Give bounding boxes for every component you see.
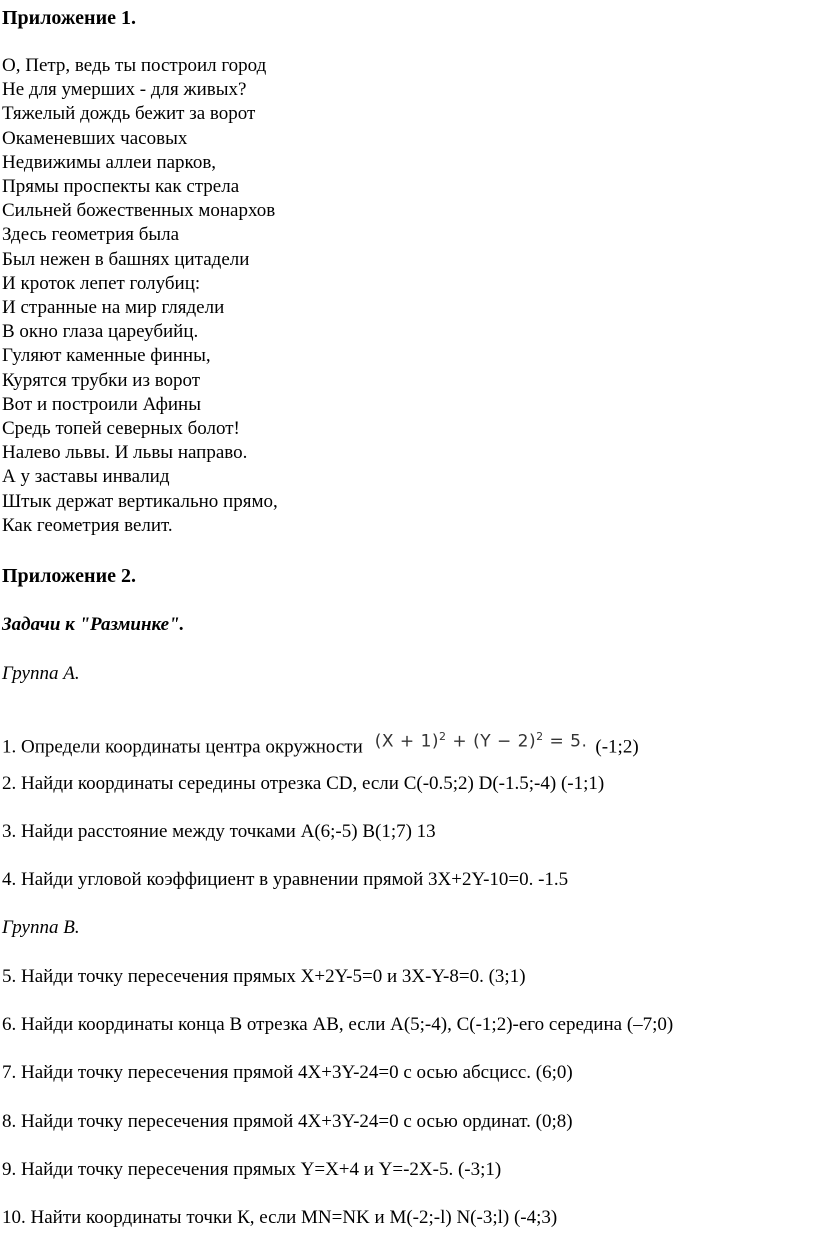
- formula-exponent: 2: [536, 730, 544, 743]
- poem-line: Был нежен в башнях цитадели: [2, 248, 250, 270]
- appendix-1-title: Приложение 1.: [2, 7, 136, 29]
- task-6: 6. Найди координаты конца В отрезка АВ, если А(5;-4), С(-1;2)-его середина (–7;0): [2, 1014, 674, 1035]
- poem-line: Налево львы. И львы направо.: [2, 442, 248, 464]
- poem-line: Прямы проспекты как стрела: [2, 176, 240, 198]
- poem: [2, 54, 278, 538]
- task-4: 4. Найди угловой коэффициент в уравнении прямой 3X+2Y-10=0. -1.5: [2, 869, 569, 890]
- task-2: 2. Найди координаты середины отрезка CD, если C(-0.5;2) D(-1.5;-4) (-1;1): [2, 773, 605, 794]
- poem-line: И кроток лепет голубиц:: [2, 272, 201, 294]
- formula-exponent: 2: [439, 730, 447, 743]
- group-a-label: Группа А.: [2, 663, 80, 684]
- circle-equation-formula: [375, 725, 588, 754]
- poem-line: Окаменевших часовых: [2, 127, 188, 149]
- poem-line: Штык держат вертикально прямо,: [2, 490, 278, 512]
- task-1-text: 1. Определи координаты центра окружности: [2, 736, 363, 758]
- poem-line: И странные на мир глядели: [2, 297, 225, 319]
- poem-line: Вот и построили Афины: [2, 393, 201, 415]
- task-10: 10. Найти координаты точки К, если MN=NK и M(-2;-l) N(-3;l) (-4;3): [2, 1207, 558, 1228]
- poem-line: Как геометрия велит.: [2, 514, 173, 536]
- poem-line: Здесь геометрия была: [2, 224, 180, 246]
- poem-line: Сильней божественных монархов: [2, 200, 276, 222]
- poem-line: О, Петр, ведь ты построил город: [2, 55, 267, 76]
- poem-line: Средь топей северных болот!: [2, 418, 240, 440]
- poem-line: Гуляют каменные финны,: [2, 345, 211, 367]
- task-1: [2, 725, 639, 760]
- task-5: 5. Найди точку пересечения прямых Х+2Y-5=0 и 3Х-Y-8=0. (3;1): [2, 966, 526, 987]
- task-7: 7. Найди точку пересечения прямой 4Х+3Y-24=0 с осью абсцисс. (6;0): [2, 1062, 573, 1083]
- poem-line: Не для умерших - для живых?: [2, 79, 247, 101]
- poem-line: Тяжелый дождь бежит за ворот: [2, 103, 256, 125]
- warmup-subtitle: Задачи к "Разминке".: [2, 614, 185, 635]
- poem-line: Недвижимы аллеи парков,: [2, 151, 217, 173]
- appendix-2-title: Приложение 2.: [2, 565, 136, 587]
- poem-line: В окно глаза цареубийц.: [2, 321, 199, 343]
- task-1-answer: (-1;2): [595, 736, 639, 758]
- formula-part: = 5.: [543, 731, 588, 752]
- task-9: 9. Найди точку пересечения прямых Y=X+4 и Y=-2X-5. (-3;1): [2, 1159, 502, 1180]
- formula-part: + (Y − 2): [446, 731, 537, 752]
- task-3: 3. Найди расстояние между точками А(6;-5) В(1;7) 13: [2, 821, 436, 842]
- group-b-label: Группа В.: [2, 917, 80, 938]
- poem-line: А у заставы инвалид: [2, 466, 170, 488]
- poem-line: Курятся трубки из ворот: [2, 369, 201, 391]
- formula-part: (X + 1): [374, 731, 440, 752]
- task-8: 8. Найди точку пересечения прямой 4Х+3Y-24=0 с осью ординат. (0;8): [2, 1111, 573, 1132]
